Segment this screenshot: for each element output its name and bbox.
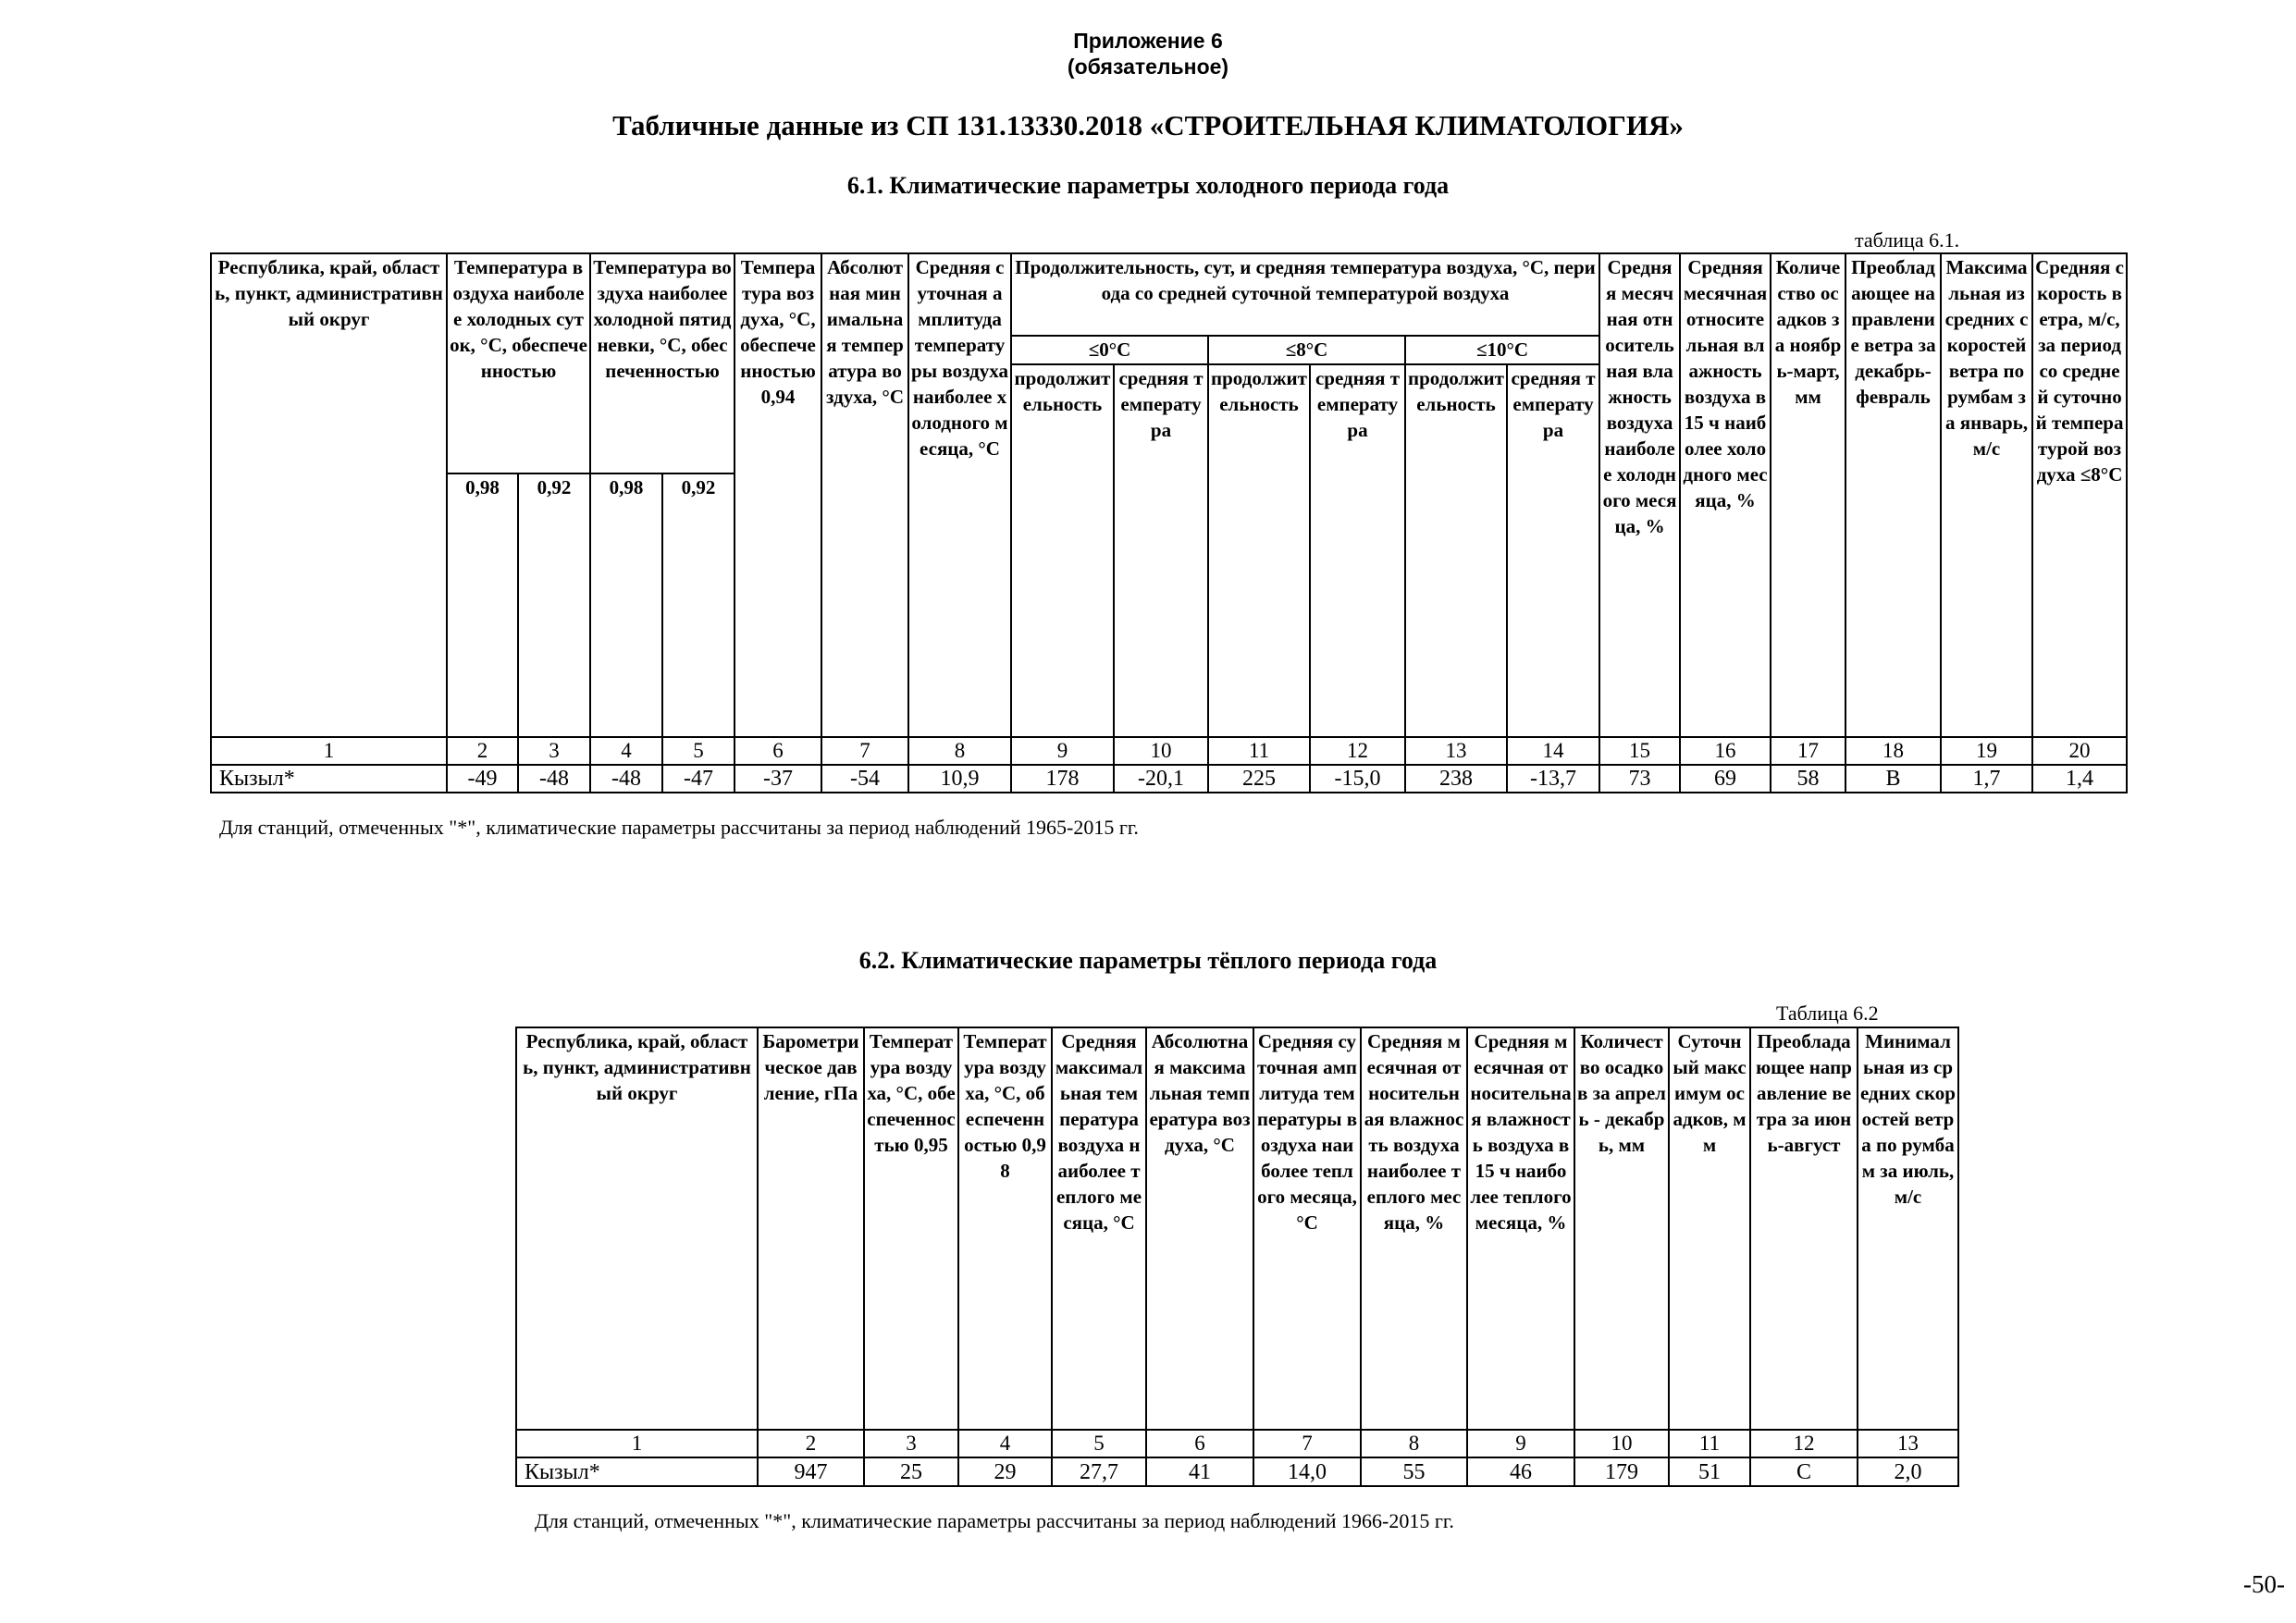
t2-header-cell: Температура воздуха, °С, обеспеченностью 0,98 [958,1027,1052,1430]
table-6-2-note: Для станций, отмеченных "*", климатические параметры рассчитаны за период наблюдений 1966-2015 гг. [535,1509,1454,1532]
table-cell: 14,0 [1253,1457,1361,1486]
column-number-cell: 10 [1114,737,1208,765]
column-number-cell: 9 [1011,737,1114,765]
table-cell: 25 [864,1457,958,1486]
t1-header-daily-amplitude: Средняя суточная амплитуда температуры воздуха наиболее холодного месяца, °С [908,253,1011,737]
table-cell: -15,0 [1310,765,1405,793]
page-number: -50- [2243,1570,2285,1598]
t1-header-average: средняя температура [1114,364,1208,737]
main-title: Табличные данные из СП 131.13330.2018 «СТРОИТЕЛЬНАЯ КЛИМАТОЛОГИЯ» [612,109,1684,141]
t2-header-cell: Республика, край, область, пункт, административный округ [516,1027,758,1430]
t2-header-cell: Средняя максимальная температура воздуха наиболее теплого месяца, °С [1052,1027,1146,1430]
section-6-2-title: 6.2. Климатические параметры тёплого периода года [858,947,1438,974]
column-number-cell: 7 [1253,1430,1361,1457]
t2-header-cell: Абсолютная максимальная температура воздуха, °С [1146,1027,1253,1430]
t1-header-duration-group: Продолжительность, сут, и средняя температура воздуха, °С, периода со средней суточной температурой воздуха [1011,253,1599,336]
column-number-cell: 11 [1208,737,1310,765]
column-number-cell: 14 [1507,737,1599,765]
column-number-cell: 4 [590,737,662,765]
table-cell: 27,7 [1052,1457,1146,1486]
table-cell: 178 [1011,765,1114,793]
t2-header-cell: Средняя месячная относительная влажность воздуха в 15 ч наиболее теплого месяца, % [1467,1027,1574,1430]
t1-header-average: средняя температура [1310,364,1405,737]
table-6-2-label: Таблица 6.2 [1776,1002,1879,1025]
t1-header-duration: продолжительность [1208,364,1310,737]
table-cell: Кызыл* [516,1457,758,1486]
t1-header-p098: 0,98 [590,473,662,737]
t2-column-numbers [516,1430,1958,1457]
t1-header-avg-wind: Средняя скорость ветра, м/с, за период со средней суточной температурой воздуха ≤8°С [2032,253,2127,737]
column-number-cell: 9 [1467,1430,1574,1457]
t1-header-average: средняя температура [1507,364,1599,737]
t1-header-precipitation: Количество осадков за ноябрь-март, мм [1771,253,1845,737]
section-6-1-title: 6.1. Климатические параметры холодного периода года [846,172,1450,199]
column-number-cell: 5 [662,737,734,765]
column-number-cell: 2 [758,1430,864,1457]
table-cell: 51 [1669,1457,1750,1486]
t1-header-le0: ≤0°С [1011,336,1208,364]
column-number-cell: 10 [1574,1430,1669,1457]
t1-header-humidity: Средняя месячная относительная влажность воздуха наиболее холодного месяца, % [1599,253,1680,737]
column-number-cell: 8 [1361,1430,1467,1457]
table-6-1 [210,252,2128,793]
table-cell: 1,4 [2032,765,2127,793]
t1-header-duration: продолжительность [1405,364,1507,737]
column-number-cell: 18 [1845,737,1941,765]
t1-header-max-wind: Максимальная из средних скоростей ветра по румбам за январь, м/с [1941,253,2032,737]
table-6-1-label: таблица 6.1. [1855,228,1960,252]
column-number-cell: 7 [821,737,908,765]
table-cell: 225 [1208,765,1310,793]
table-cell: -20,1 [1114,765,1208,793]
t1-header-wind-direction: Преобладающее направление ветра за декабрь-февраль [1845,253,1941,737]
table-cell: 10,9 [908,765,1011,793]
column-number-cell: 15 [1599,737,1680,765]
appendix-title: Приложение 6 [1073,29,1223,53]
t2-header-cell: Преобладающее направление ветра за июнь-август [1750,1027,1858,1430]
table-cell: 55 [1361,1457,1467,1486]
column-number-cell: 3 [518,737,590,765]
table-cell: -47 [662,765,734,793]
table-cell: 238 [1405,765,1507,793]
column-number-cell: 5 [1052,1430,1146,1457]
table-cell: Кызыл* [211,765,447,793]
table-cell: 69 [1680,765,1771,793]
t1-header-duration: продолжительность [1011,364,1114,737]
table-cell: 73 [1599,765,1680,793]
column-number-cell: 20 [2032,737,2127,765]
t1-header-p098: 0,98 [447,473,518,737]
column-number-cell: 12 [1750,1430,1858,1457]
column-number-cell: 3 [864,1430,958,1457]
table-cell: 2,0 [1858,1457,1958,1486]
table-cell: 58 [1771,765,1845,793]
t2-header-cell: Барометрическое давление, гПа [758,1027,864,1430]
table-cell: -48 [590,765,662,793]
table-cell: -13,7 [1507,765,1599,793]
appendix-subtitle: (обязательное) [1067,55,1229,79]
t1-header-p092: 0,92 [662,473,734,737]
table-cell: С [1750,1457,1858,1486]
table-cell: 41 [1146,1457,1253,1486]
table-6-1-note: Для станций, отмеченных "*", климатические параметры рассчитаны за период наблюдений 1965-2015 гг. [219,816,1139,839]
t2-header-cell: Средняя месячная относительная влажность воздуха наиболее теплого месяца, % [1361,1027,1467,1430]
table-cell: 179 [1574,1457,1669,1486]
column-number-cell: 1 [211,737,447,765]
table-cell: 1,7 [1941,765,2032,793]
t2-header-row [516,1027,1958,1430]
column-number-cell: 4 [958,1430,1052,1457]
column-number-cell: 13 [1858,1430,1958,1457]
column-number-cell: 11 [1669,1430,1750,1457]
t1-header-coldest-five-day: Температура воздуха наиболее холодной пятидневки, °С, обеспеченностью [590,253,734,473]
table-cell: -37 [734,765,821,793]
column-number-cell: 6 [734,737,821,765]
t1-header-humidity-15h: Средняя месячная относительная влажность воздуха в 15 ч наиболее холодного месяца, % [1680,253,1771,737]
column-number-cell: 6 [1146,1430,1253,1457]
table-6-2 [515,1027,1959,1487]
column-number-cell: 2 [447,737,518,765]
column-number-cell: 19 [1941,737,2032,765]
t1-header-temp-094: Температура воздуха, °С, обеспеченностью 0,94 [734,253,821,737]
column-number-cell: 8 [908,737,1011,765]
table-cell: 947 [758,1457,864,1486]
t1-header-le8: ≤8°С [1208,336,1405,364]
column-number-cell: 1 [516,1430,758,1457]
t1-header-le10: ≤10°С [1405,336,1599,364]
t2-header-cell: Минимальная из средних скоростей ветра по румбам за июль, м/с [1858,1027,1958,1430]
t2-header-cell: Количество осадков за апрель - декабрь, мм [1574,1027,1669,1430]
column-number-cell: 17 [1771,737,1845,765]
column-number-cell: 13 [1405,737,1507,765]
t2-header-cell: Температура воздуха, °С, обеспеченностью 0,95 [864,1027,958,1430]
table-cell: В [1845,765,1941,793]
t1-column-numbers [211,737,2127,765]
table-cell: 46 [1467,1457,1574,1486]
t2-header-cell: Средняя суточная амплитуда температуры воздуха наиболее теплого месяца, °С [1253,1027,1361,1430]
t1-header-coldest-day: Температура воздуха наиболее холодных суток, °С, обеспеченностью [447,253,590,473]
column-number-cell: 16 [1680,737,1771,765]
t2-header-cell: Суточный максимум осадков, мм [1669,1027,1750,1430]
t1-header-region: Республика, край, область, пункт, административный округ [211,253,447,737]
table-cell: -48 [518,765,590,793]
t1-header-abs-min: Абсолютная минимальная температура воздуха, °С [821,253,908,737]
column-number-cell: 12 [1310,737,1405,765]
table-cell: 29 [958,1457,1052,1486]
table-cell: -49 [447,765,518,793]
table-row [516,1457,1958,1486]
table-cell: -54 [821,765,908,793]
table-row [211,765,2127,793]
t1-header-p092: 0,92 [518,473,590,737]
